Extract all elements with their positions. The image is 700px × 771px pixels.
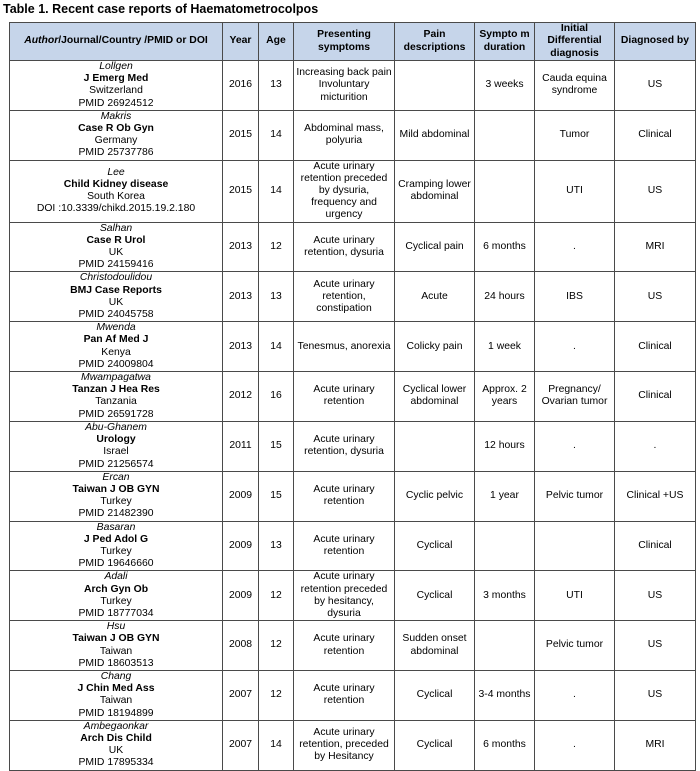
source-cell — [10, 61, 223, 111]
differential-cell — [535, 421, 615, 471]
pain-cell — [395, 720, 475, 770]
age-cell: 15 — [259, 421, 294, 471]
diagnosed-by-cell: Clinical +US — [615, 471, 696, 521]
pain-cell — [395, 521, 475, 571]
symptoms-cell — [294, 471, 395, 521]
duration-cell — [475, 222, 535, 272]
differential-cell — [535, 471, 615, 521]
year-cell: 2008 — [223, 621, 259, 671]
duration-text: 3-4 months — [478, 689, 531, 701]
year-cell: 2012 — [223, 372, 259, 422]
differential-cell — [535, 521, 615, 571]
header-pain: Pain descriptions — [395, 23, 475, 61]
diagnosed-by-cell: US — [615, 621, 696, 671]
pmid-or-doi: PMID 21482390 — [78, 508, 154, 520]
pain-cell — [395, 110, 475, 160]
diagnosed-by-cell: Clinical — [615, 372, 696, 422]
age-cell: 12 — [259, 222, 294, 272]
symptoms-text: Acute urinary retention, dysuria — [304, 434, 384, 458]
table-row — [10, 272, 696, 322]
source-cell — [10, 670, 223, 720]
source-cell — [10, 571, 223, 621]
age-cell: 13 — [259, 521, 294, 571]
differential-cell — [535, 571, 615, 621]
symptoms-cell — [294, 372, 395, 422]
author-name: Ambegaonkar — [83, 720, 149, 732]
pain-cell — [395, 372, 475, 422]
age-cell: 14 — [259, 720, 294, 770]
pain-text: Cyclical — [416, 589, 453, 601]
author-name: Ercan — [102, 471, 130, 483]
header-symptoms: Presenting symptoms — [294, 23, 395, 61]
year-cell: 2013 — [223, 272, 259, 322]
header-duration: Sympto m duration — [475, 23, 535, 61]
country-name: Tanzania — [95, 396, 137, 408]
symptoms-cell — [294, 272, 395, 322]
differential-cell — [535, 372, 615, 422]
pain-cell — [395, 421, 475, 471]
differential-cell — [535, 61, 615, 111]
symptoms-cell — [294, 571, 395, 621]
symptoms-cell — [294, 621, 395, 671]
differential-text: Pregnancy/ Ovarian tumor — [541, 384, 608, 408]
diagnosed-by-cell: US — [615, 160, 696, 222]
pmid-or-doi: PMID 25737786 — [78, 147, 154, 159]
duration-cell — [475, 720, 535, 770]
country-name: UK — [108, 296, 124, 308]
differential-cell — [535, 720, 615, 770]
age-cell: 12 — [259, 571, 294, 621]
symptoms-cell — [294, 521, 395, 571]
country-name: UK — [108, 247, 124, 259]
symptoms-text: Acute urinary retention, dysuria — [304, 234, 384, 259]
symptoms-text: Acute urinary retention, preceded by Hesitancy — [299, 726, 389, 763]
differential-cell — [535, 160, 615, 222]
table-row — [10, 471, 696, 521]
symptoms-text: Acute urinary retention preceded by hesitancy, dysuria — [300, 571, 388, 619]
table-row — [10, 670, 696, 720]
author-name: Chang — [100, 670, 132, 682]
header-age: Age — [259, 23, 294, 61]
diagnosed-by-cell: US — [615, 571, 696, 621]
pain-text: Mild abdominal — [399, 129, 470, 141]
diagnosed-by-cell: MRI — [615, 222, 696, 272]
symptoms-text: Acute urinary retention — [313, 633, 375, 657]
pmid-or-doi: PMID 24045758 — [78, 309, 154, 321]
country-name: Turkey — [100, 545, 132, 557]
table-body — [10, 61, 696, 771]
table-row — [10, 571, 696, 621]
table-row — [10, 222, 696, 272]
year-cell: 2007 — [223, 670, 259, 720]
duration-text: 6 months — [483, 240, 526, 252]
table-row — [10, 521, 696, 571]
author-name: Adali — [104, 571, 128, 583]
differential-text: . — [573, 689, 576, 701]
differential-text: UTI — [566, 589, 583, 601]
pain-cell — [395, 160, 475, 222]
age-cell: 14 — [259, 322, 294, 372]
diagnosed-by-cell: Clinical — [615, 110, 696, 160]
differential-cell — [535, 110, 615, 160]
symptoms-cell — [294, 720, 395, 770]
pain-text: Cramping lower abdominal — [398, 178, 471, 203]
journal-name: Urology — [96, 434, 136, 446]
symptoms-text: Tenesmus, anorexia — [297, 340, 391, 352]
pain-cell — [395, 61, 475, 111]
pain-cell — [395, 670, 475, 720]
diagnosed-by-cell: . — [615, 421, 696, 471]
source-cell — [10, 621, 223, 671]
year-cell: 2013 — [223, 322, 259, 372]
duration-text: Approx. 2 years — [482, 384, 527, 408]
symptoms-cell — [294, 322, 395, 372]
header-diagnosed: Diagnosed by — [615, 23, 696, 61]
pmid-or-doi: PMID 17895334 — [78, 757, 154, 769]
differential-text: UTI — [566, 185, 583, 197]
pmid-or-doi: PMID 18603513 — [78, 657, 154, 669]
duration-cell — [475, 521, 535, 571]
year-cell: 2013 — [223, 222, 259, 272]
author-name: Salhan — [99, 222, 133, 234]
age-cell: 12 — [259, 670, 294, 720]
pain-cell — [395, 222, 475, 272]
pmid-or-doi: DOI :10.3339/chikd.2015.19.2.180 — [36, 203, 196, 215]
pmid-or-doi: PMID 26591728 — [78, 408, 154, 420]
age-cell: 13 — [259, 61, 294, 111]
diagnosed-by-cell: US — [615, 670, 696, 720]
source-cell — [10, 521, 223, 571]
symptoms-text: Acute urinary retention — [313, 683, 375, 707]
journal-name: Pan Af Med J — [83, 334, 149, 346]
country-name: Taiwan — [99, 645, 133, 657]
pain-text: Cyclical — [416, 739, 453, 751]
country-name: UK — [108, 745, 124, 757]
source-cell — [10, 110, 223, 160]
age-cell: 14 — [259, 110, 294, 160]
differential-cell — [535, 222, 615, 272]
table-row — [10, 421, 696, 471]
duration-cell — [475, 110, 535, 160]
header-source — [10, 23, 223, 61]
year-cell: 2009 — [223, 521, 259, 571]
pain-text: Cyclical — [416, 539, 453, 551]
header-source-rest: /Journal/Country /PMID or DOI — [58, 35, 208, 47]
author-name: Mwampagatwa — [81, 372, 151, 384]
author-name: Abu-Ghanem — [85, 421, 147, 433]
journal-name: J Ped Adol G — [83, 533, 149, 545]
pain-text: Cyclical — [416, 689, 453, 701]
duration-cell — [475, 322, 535, 372]
pain-text: Cyclical pain — [405, 240, 464, 252]
journal-name: Arch Gyn Ob — [83, 583, 149, 595]
duration-cell — [475, 61, 535, 111]
pmid-or-doi: PMID 21256574 — [78, 458, 154, 470]
pain-cell — [395, 272, 475, 322]
diagnosed-by-cell: US — [615, 61, 696, 111]
pmid-or-doi: PMID 18194899 — [78, 707, 154, 719]
header-year: Year — [223, 23, 259, 61]
differential-text: . — [573, 440, 576, 452]
differential-cell — [535, 621, 615, 671]
source-cell — [10, 322, 223, 372]
age-cell: 13 — [259, 272, 294, 322]
source-cell — [10, 222, 223, 272]
table-row — [10, 110, 696, 160]
year-cell: 2009 — [223, 471, 259, 521]
differential-text: . — [573, 739, 576, 751]
source-cell — [10, 720, 223, 770]
differential-text: . — [573, 240, 576, 252]
duration-cell — [475, 421, 535, 471]
year-cell: 2015 — [223, 110, 259, 160]
author-name: Lollgen — [99, 61, 133, 72]
journal-name: Arch Dis Child — [80, 732, 152, 744]
table-row — [10, 160, 696, 222]
year-cell: 2007 — [223, 720, 259, 770]
pain-text: Sudden onset abdominal — [402, 633, 467, 657]
symptoms-cell — [294, 61, 395, 111]
source-cell — [10, 272, 223, 322]
year-cell: 2016 — [223, 61, 259, 111]
duration-text: 12 hours — [484, 440, 525, 452]
journal-name: Child Kidney disease — [63, 178, 169, 190]
country-name: Turkey — [100, 595, 132, 607]
pain-text: Acute — [421, 290, 448, 302]
journal-name: BMJ Case Reports — [70, 284, 162, 296]
country-name: Taiwan — [99, 695, 133, 707]
pmid-or-doi: PMID 18777034 — [78, 607, 154, 619]
symptoms-text: Acute urinary retention preceded by dysuria, frequency and urgency — [300, 160, 388, 221]
source-cell — [10, 421, 223, 471]
table-row — [10, 322, 696, 372]
pain-text: Cyclic pelvic — [405, 490, 464, 501]
duration-cell — [475, 621, 535, 671]
author-name: Mwenda — [96, 322, 136, 334]
age-cell: 15 — [259, 471, 294, 521]
pain-text: Cyclical lower abdominal — [402, 384, 467, 408]
symptoms-text: Acute urinary retention — [313, 533, 375, 557]
year-cell: 2009 — [223, 571, 259, 621]
duration-cell — [475, 160, 535, 222]
journal-name: Taiwan J OB GYN — [72, 633, 160, 645]
journal-name: Tanzan J Hea Res — [72, 384, 160, 396]
author-name: Lee — [107, 166, 125, 178]
source-cell — [10, 471, 223, 521]
symptoms-cell — [294, 222, 395, 272]
pain-cell — [395, 322, 475, 372]
duration-cell — [475, 372, 535, 422]
duration-cell — [475, 670, 535, 720]
symptoms-text: Abdominal mass, polyuria — [304, 123, 384, 147]
table-caption: Table 1. Recent case reports of Haematometrocolpos — [3, 2, 319, 16]
duration-text: 6 months — [483, 739, 526, 751]
differential-text: Pelvic tumor — [545, 490, 604, 501]
duration-cell — [475, 272, 535, 322]
differential-cell — [535, 670, 615, 720]
author-name: Basaran — [96, 521, 136, 533]
diagnosed-by-cell: US — [615, 272, 696, 322]
symptoms-cell — [294, 670, 395, 720]
journal-name: Taiwan J OB GYN — [72, 483, 160, 495]
country-name: Turkey — [100, 496, 132, 508]
duration-text: 3 weeks — [485, 79, 524, 91]
differential-text: Pelvic tumor — [545, 639, 604, 651]
table-row — [10, 372, 696, 422]
year-cell: 2011 — [223, 421, 259, 471]
differential-cell — [535, 322, 615, 372]
country-name: Germany — [94, 135, 138, 147]
differential-text: Tumor — [559, 129, 590, 141]
header-author-part: Author — [24, 35, 59, 47]
journal-name: J Chin Med Ass — [77, 683, 155, 695]
age-cell: 14 — [259, 160, 294, 222]
country-name: South Korea — [87, 191, 145, 203]
pmid-or-doi: PMID 26924512 — [78, 97, 154, 109]
pmid-or-doi: PMID 19646660 — [78, 558, 154, 570]
journal-name: J Emerg Med — [83, 73, 149, 85]
pain-cell — [395, 471, 475, 521]
source-cell — [10, 160, 223, 222]
diagnosed-by-cell: MRI — [615, 720, 696, 770]
duration-text: 1 year — [490, 490, 519, 501]
table-row — [10, 621, 696, 671]
duration-cell — [475, 571, 535, 621]
symptoms-cell — [294, 110, 395, 160]
symptoms-text: Increasing back pain Involuntary micturition — [296, 67, 392, 103]
table-row — [10, 720, 696, 770]
symptoms-cell — [294, 421, 395, 471]
diagnosed-by-cell: Clinical — [615, 521, 696, 571]
differential-text: Cauda equina syndrome — [542, 73, 607, 97]
differential-text: . — [573, 340, 576, 352]
differential-cell — [535, 272, 615, 322]
year-cell: 2015 — [223, 160, 259, 222]
pain-text: Colicky pain — [406, 340, 463, 352]
diagnosed-by-cell: Clinical — [615, 322, 696, 372]
author-name: Hsu — [106, 621, 126, 633]
duration-text: 3 months — [483, 589, 526, 601]
table-row — [10, 61, 696, 111]
pain-cell — [395, 571, 475, 621]
country-name: Kenya — [101, 346, 131, 358]
author-name: Christodoulidou — [79, 272, 153, 284]
pain-cell — [395, 621, 475, 671]
symptoms-text: Acute urinary retention, constipation — [313, 278, 375, 314]
duration-text: 24 hours — [484, 290, 525, 302]
symptoms-cell — [294, 160, 395, 222]
header-differential: Initial Differential diagnosis — [535, 23, 615, 61]
symptoms-text: Acute urinary retention — [313, 384, 375, 408]
pmid-or-doi: PMID 24159416 — [78, 259, 154, 271]
case-reports-table — [9, 22, 696, 771]
differential-text: IBS — [566, 290, 583, 302]
author-name: Makris — [100, 110, 132, 122]
header-row — [10, 23, 696, 61]
journal-name: Case R Urol — [86, 234, 146, 246]
duration-text: 1 week — [488, 340, 521, 352]
pmid-or-doi: PMID 24009804 — [78, 358, 154, 370]
age-cell: 12 — [259, 621, 294, 671]
source-cell — [10, 372, 223, 422]
country-name: Switzerland — [89, 85, 143, 97]
symptoms-text: Acute urinary retention — [313, 483, 375, 508]
duration-cell — [475, 471, 535, 521]
age-cell: 16 — [259, 372, 294, 422]
journal-name: Case R Ob Gyn — [78, 123, 154, 135]
country-name: Israel — [103, 446, 129, 458]
